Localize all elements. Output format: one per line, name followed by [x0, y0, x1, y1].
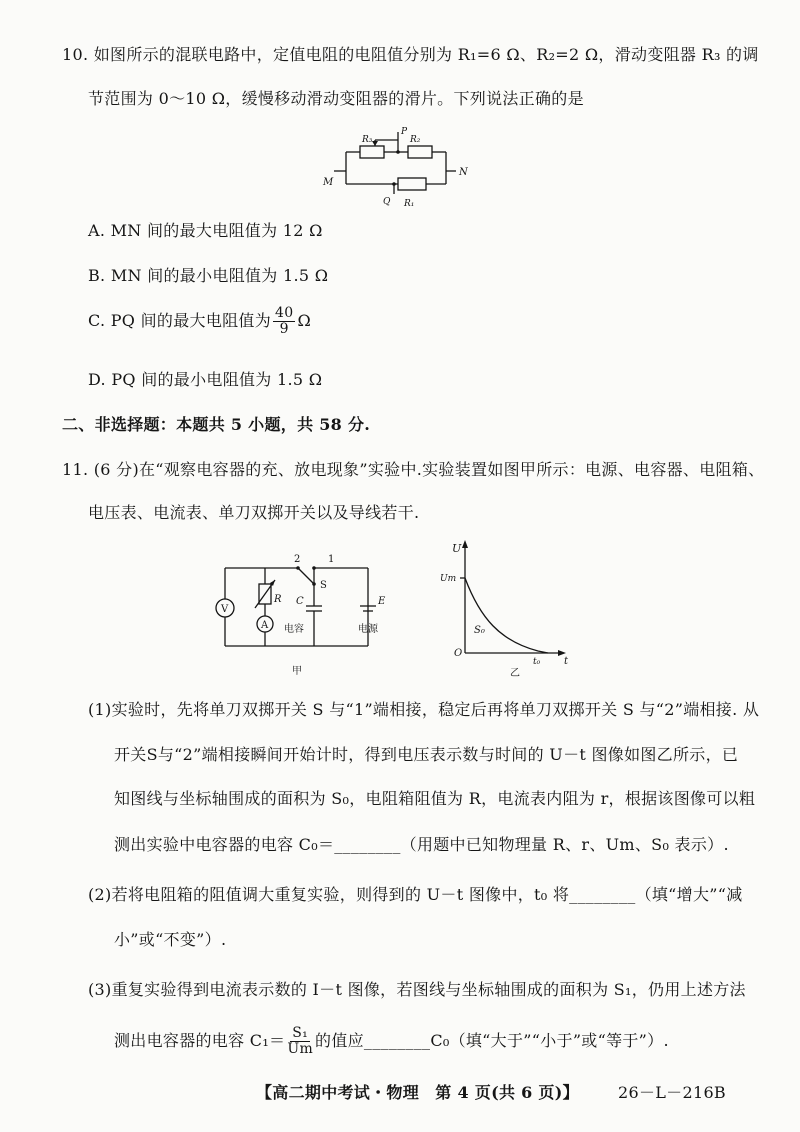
- q10-stem-line2: 节范围为 0～10 Ω，缓慢移动滑动变阻器的滑片。下列说法正确的是: [88, 89, 584, 108]
- q11-p1-line3: 知图线与坐标轴围成的面积为 S₀，电阻箱阻值为 R，电流表内阻为 r，根据该图像可以粗: [114, 789, 756, 808]
- q11-yi-t0-label: t₀: [533, 657, 541, 667]
- q11-p2-line1: (2)若将电阻箱的阻值调大重复实验，则得到的 U－t 图像中，t₀ 将________（填“增大”“减: [88, 885, 743, 904]
- q11-jia-caption: 甲: [292, 666, 302, 677]
- q10-option-a: A. MN 间的最大电阻值为 12 Ω: [88, 221, 323, 240]
- q11-p3-denominator: Um: [287, 1041, 314, 1057]
- q11-yi-U-label: U: [452, 542, 462, 555]
- q10-fig-M: M: [323, 177, 334, 188]
- q11-p1-line1: (1)实验时，先将单刀双掷开关 S 与“1”端相接，稳定后再将单刀双掷开关 S 与“2”端相接. 从: [88, 700, 760, 719]
- q10-fig-R2: R₂: [410, 135, 421, 145]
- q11-stem-line1: 11. (6 分)在“观察电容器的充、放电现象”实验中.实验装置如图甲所示：电源、电容器、电阻箱、: [62, 460, 765, 479]
- q10-option-c: [88, 306, 311, 337]
- q11-yi-caption: 乙: [510, 668, 520, 679]
- q10-stem-line1: 10. 如图所示的混联电路中，定值电阻的电阻值分别为 R₁=6 Ω、R₂=2 Ω，滑动变阻器 R₃ 的调: [62, 45, 759, 64]
- q11-jia-C-label: C: [296, 596, 304, 607]
- footer-code: 26－L－216B: [618, 1083, 726, 1102]
- q11-yi-t-label: t: [564, 656, 569, 667]
- q11-stem-line2: 电压表、电流表、单刀双掷开关以及导线若干.: [88, 503, 420, 522]
- q11-p3-line2: [114, 1026, 669, 1057]
- q11-p3-tail: 的值应________C₀（填“大于”“小于”或“等于”）.: [315, 1031, 669, 1050]
- q11-jia-terminal-1: 1: [328, 554, 335, 565]
- q11-jia-cap-label: 电容: [284, 624, 304, 635]
- q10-circuit-diagram: [320, 122, 480, 212]
- q11-jia-source-label: 电源: [358, 624, 378, 635]
- q11-yi-Um-label: Um: [440, 574, 457, 584]
- q11-jia-S-label: S: [320, 580, 327, 591]
- q11-p3-fraction: [287, 1026, 313, 1057]
- q10-option-c-text: C. PQ 间的最大电阻值为: [88, 311, 272, 330]
- q11-jia-voltmeter-label: V: [221, 604, 229, 615]
- q11-p3-line1: (3)重复实验得到电流表示数的 I－t 图像，若图线与坐标轴围成的面积为 S₁，仍用上述方法: [88, 980, 746, 999]
- q11-jia-R-label: R: [274, 594, 282, 605]
- q10-fig-R1: R₁: [404, 199, 415, 209]
- q11-yi-origin: O: [454, 648, 463, 659]
- q10-option-c-numerator: 40: [275, 305, 294, 321]
- q11-p1-line4: 测出实验中电容器的电容 C₀＝________（用题中已知物理量 R、r、Um、S₀ 表示）.: [114, 835, 729, 854]
- q11-p3-numerator: S₁: [292, 1025, 309, 1041]
- q10-option-b: B. MN 间的最小电阻值为 1.5 Ω: [88, 266, 329, 285]
- q11-graph-yi: [430, 538, 580, 680]
- q10-option-c-fraction: [273, 306, 295, 337]
- q11-circuit-jia: [210, 548, 390, 678]
- q10-option-c-denominator: 9: [279, 321, 289, 337]
- q10-option-d: D. PQ 间的最小电阻值为 1.5 Ω: [88, 370, 323, 389]
- q11-jia-terminal-2: 2: [294, 554, 301, 565]
- q11-p3-text: 测出电容器的电容 C₁＝: [114, 1031, 286, 1050]
- q11-p2-line2: 小”或“不变”）.: [114, 930, 227, 949]
- q11-p1-line2: 开关S与“2”端相接瞬间开始计时，得到电压表示数与时间的 U－t 图像如图乙所示，已: [114, 745, 739, 764]
- q11-yi-S0-label: S₀: [474, 625, 485, 636]
- q10-fig-N: N: [459, 167, 468, 178]
- q11-jia-ammeter-label: A: [261, 620, 269, 631]
- q10-fig-P: P: [401, 127, 408, 137]
- q10-fig-R3: R₃: [362, 135, 373, 145]
- footer-page-info: 【高二期中考试・物理 第 4 页(共 6 页)】: [256, 1083, 579, 1102]
- section2-title: 二、非选择题：本题共 5 小题，共 58 分.: [62, 415, 371, 434]
- q11-jia-E-label: E: [378, 596, 386, 607]
- q10-option-c-unit: Ω: [297, 311, 312, 330]
- q10-fig-Q: Q: [383, 197, 391, 207]
